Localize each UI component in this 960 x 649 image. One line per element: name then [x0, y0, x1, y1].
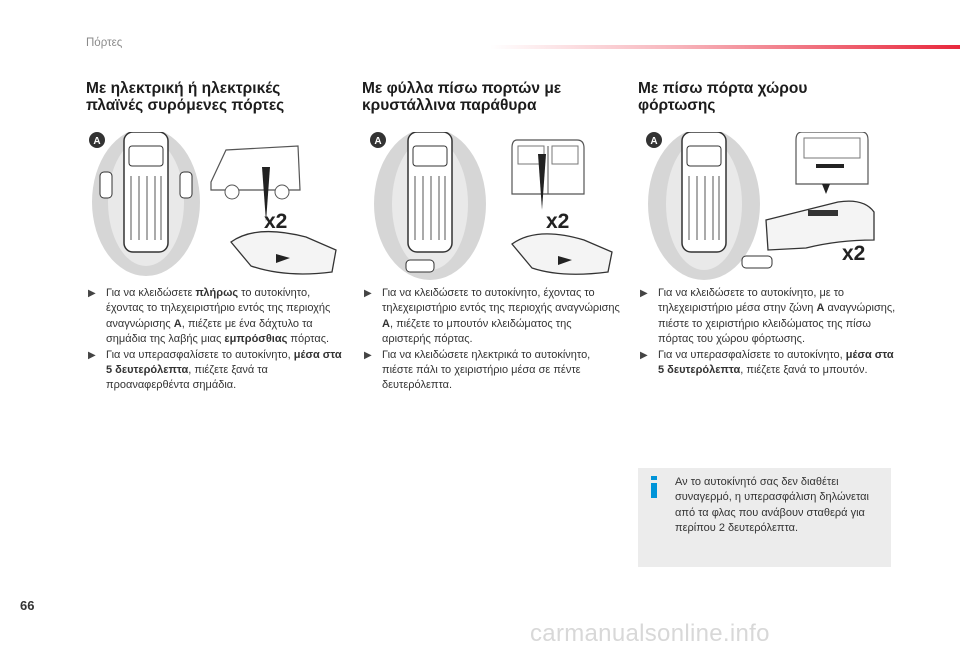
title-line-2: κρυστάλλινα παράθυρα [362, 97, 537, 114]
section-label: Πόρτες [86, 37, 123, 49]
zone-marker-label: A [93, 136, 101, 147]
instruction-item: ▶ Για να υπερασφαλίσετε το αυτοκίνητο, μέσα στα 5 δευτερόλεπτα, πιέζετε ξανά τα προαναφερθέντα σημάδια. [88, 348, 342, 392]
bullet-icon: ▶ [640, 288, 648, 299]
key-fob-icon [100, 172, 112, 198]
column-tailgate [638, 80, 896, 377]
title-line-2: πλαϊνές συρόμενες πόρτες [86, 97, 285, 114]
info-icon [648, 476, 660, 498]
press-count-label: x2 [842, 242, 866, 265]
column-title [362, 80, 620, 120]
column-sliding-doors [86, 80, 344, 392]
zone-marker-label: A [374, 136, 382, 147]
press-count-label: x2 [264, 210, 288, 233]
instruction-item: ▶ Για να κλειδώσετε το αυτοκίνητο, έχοντας το τηλεχειριστήριο εντός της περιοχής αναγνώρισης A, πιέζετε το μπουτόν κλειδώματος της αριστερής πόρτας. [364, 287, 620, 346]
bullet-icon: ▶ [640, 349, 648, 361]
column-title [638, 80, 896, 120]
title-line-1: Με ηλεκτρική ή ηλεκτρικές [86, 80, 281, 97]
hand-pressing-handle-icon [231, 232, 336, 274]
van-side-view [211, 146, 300, 190]
bullet-icon: ▶ [364, 349, 372, 361]
hand-pressing-button-icon [512, 234, 612, 274]
key-fob-icon [742, 256, 772, 268]
page-number: 66 [20, 598, 35, 613]
column-title [86, 80, 344, 120]
column-rear-doors-glazed [362, 80, 620, 392]
bullet-icon: ▶ [364, 288, 372, 299]
instruction-list [638, 286, 896, 378]
instruction-item: ▶ Για να κλειδώσετε το αυτοκίνητο, με το τηλεχειριστήριο μέσα στην ζώνη A αναγνώρισης, πιέστε το χειριστήριο κλειδώματος της πίσω πόρτας του χώρου φόρτωσης. [640, 287, 896, 346]
tailgate-illustration [638, 132, 896, 302]
title-line-2: φόρτωσης [638, 97, 716, 114]
key-fob-icon [180, 172, 192, 198]
info-note-box [638, 468, 891, 567]
instruction-list [86, 286, 344, 394]
zone-marker-label: A [650, 136, 658, 147]
instruction-item: ▶ Για να υπερασφαλίσετε το αυτοκίνητο, μέσα στα 5 δευτερόλεπτα, πιέζετε ξανά το μπουτόν. [640, 348, 894, 377]
bullet-icon: ▶ [88, 349, 96, 361]
instruction-item: ▶ Για να κλειδώσετε πλήρως το αυτοκίνητο, έχοντας το τηλεχειριστήριο εντός της περιοχής αναγνώρισης A, πιέζετε με ένα δάχτυλο τα σημάδια της λαβής μιας εμπρόσθιας πόρτας. [88, 287, 331, 346]
sliding-door-illustration [86, 132, 344, 302]
watermark: carmanualsonline.info [530, 620, 770, 647]
title-line-1: Με πίσω πόρτα χώρου [638, 80, 808, 97]
bullet-icon: ▶ [88, 288, 96, 299]
rear-doors-illustration [362, 132, 620, 302]
info-note-text: Αν το αυτοκίνητό σας δεν διαθέτει συναγερμό, η υπερασφάλιση δηλώνεται από τα φλας που ανάβουν σταθερά για περίπου 2 δευτερόλεπτα. [675, 476, 869, 535]
key-fob-icon [406, 260, 434, 272]
press-count-label: x2 [546, 210, 570, 233]
instruction-item: ▶ Για να κλειδώσετε ηλεκτρικά το αυτοκίνητο, πιέστε πάλι το χειριστήριο μέσα σε πέντε δευτερόλεπτα. [364, 348, 591, 392]
title-line-1: Με φύλλα πίσω πορτών με [362, 80, 562, 97]
header-accent-bar [490, 45, 960, 49]
instruction-list [362, 286, 620, 394]
